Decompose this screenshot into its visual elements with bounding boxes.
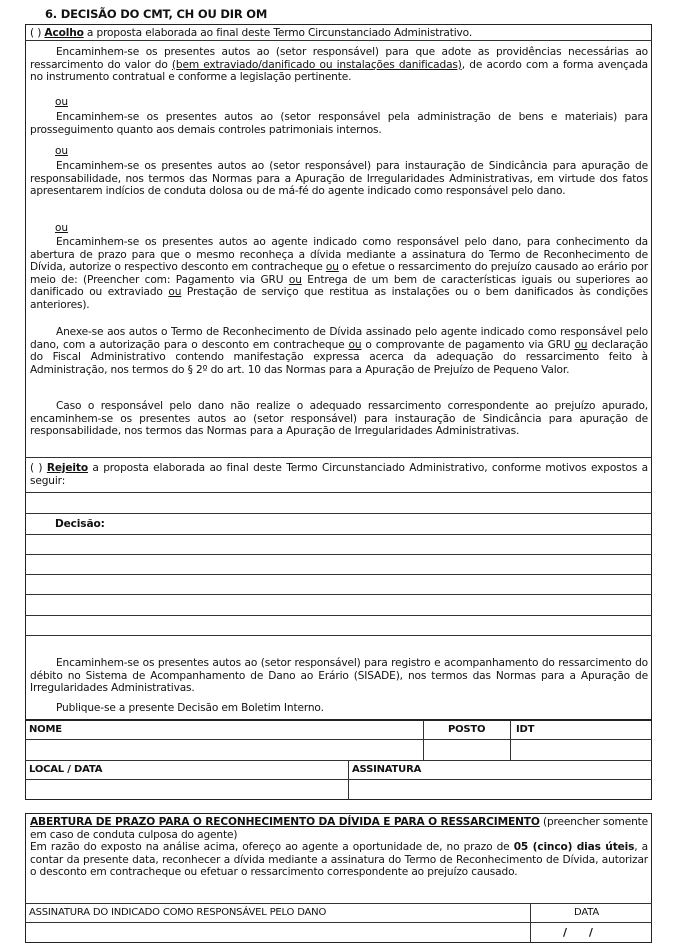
label-nome: NOME: [29, 724, 62, 735]
label-indicated-signature: ASSINATURA DO INDICADO COMO RESPONSÁVEL PELO DANO: [29, 907, 327, 918]
sig-row-divider-2: [25, 760, 652, 761]
or-1: ou: [55, 96, 68, 108]
paragraph-4: Encaminhem-se os presentes autos ao agente indicado como responsável pelo dano, para conhecimento da abertura de prazo para que o mesmo reconheça a dívida mediante a assinatura do Termo de Reconhecimento de Dívida, autorize o respectivo desconto em contracheque ou o efetue o ressarcimento do prejuízo causado ao erário por meio de: (Preencher com: Pagamento via GRU ou Entrega de um bem de características iguais ou superiores ao danificado ou extraviado ou Prestação de serviço que restitua as instalações ou o bem danificados às condições anteriores).: [30, 236, 649, 311]
deadline-title: ABERTURA DE PRAZO PARA O RECONHECIMENTO DA DÍVIDA E PARA O RESSARCIMENTO: [30, 816, 540, 828]
label-assinatura: ASSINATURA: [352, 764, 422, 775]
field-indicated-signature[interactable]: [26, 923, 529, 942]
or-2: ou: [55, 145, 68, 157]
final-paragraph-2: Publique-se a presente Decisão em Boletim Interno.: [56, 702, 324, 714]
decision-label: Decisão:: [55, 518, 105, 530]
line-decision-5[interactable]: [25, 615, 652, 616]
line-decision-6[interactable]: [25, 635, 652, 636]
line-decision-3[interactable]: [25, 574, 652, 575]
paragraph-1: Encaminhem-se os presentes autos ao (setor responsável) para que adote as providências necessárias ao ressarcimento do valor do (bem extraviado/danificado ou instalações danificadas), de acordo com a forma avençada no instrumento contratual e conforme a legislação pertinente.: [30, 46, 648, 84]
field-assinatura[interactable]: [349, 780, 651, 799]
deadline-text: Em razão do exposto na análise acima, ofereço ao agente a oportunidade de, no prazo de 05 (cinco) dias úteis, a contar da presente data, reconhecer a dívida mediante a assinatura do Termo de Reconhecimento de Dívida, autorizar o desconto em contracheque ou efetuar o ressarcimento correspondente ao prejuízo causado.: [30, 841, 649, 879]
line-reason-1[interactable]: [25, 492, 652, 493]
divider-reject: [25, 457, 652, 458]
line-decision-2[interactable]: [25, 554, 652, 555]
field-deadline-date[interactable]: / /: [563, 926, 595, 939]
reject-text: a proposta elaborada ao final deste Termo Circunstanciado Administrativo, conforme motivos expostos a seguir:: [30, 462, 649, 487]
accept-line: [30, 27, 648, 40]
paragraph-3: Encaminhem-se os presentes autos ao (setor responsável) para instauração de Sindicância para apuração de responsabilidade, nos termos das Normas para a Apuração de Irregularidades Administrativas, em virtude dos fatos apresentarem indícios de conduta dolosa ou de má-fé do agente indicado como responsável pelo dano.: [30, 160, 648, 198]
section-title: 6. DECISÃO DO CMT, CH OU DIR OM: [45, 7, 268, 21]
deadline-heading: [30, 816, 648, 841]
accept-keyword: Acolho: [44, 27, 84, 39]
paragraph-6: Caso o responsável pelo dano não realize o adequado ressarcimento correspondente ao prejuízo apurado, encaminhem-se os presentes autos ao (setor responsável) para instauração de Sindicância para apuração de responsabilidade, nos termos das Normas para a Apuração de Irregularidades Administrativas.: [30, 400, 648, 438]
accept-checkbox[interactable]: ( ): [30, 27, 42, 39]
reject-keyword: Rejeito: [46, 462, 88, 474]
label-posto: POSTO: [448, 724, 486, 735]
label-local-data: LOCAL / DATA: [29, 764, 103, 775]
field-local-data[interactable]: [26, 780, 347, 799]
deadline-note: (preencher somente em caso de conduta culposa do agente): [30, 816, 648, 841]
line-decision-1[interactable]: [25, 534, 652, 535]
or-3: ou: [55, 222, 68, 234]
reject-line: [30, 462, 648, 487]
reject-checkbox[interactable]: ( ): [30, 462, 43, 474]
line-decision-4[interactable]: [25, 594, 652, 595]
accept-text: a proposta elaborada ao final deste Termo Circunstanciado Administrativo.: [83, 27, 473, 39]
label-idt: IDT: [516, 724, 535, 735]
paragraph-5: Anexe-se aos autos o Termo de Reconhecimento de Dívida assinado pelo agente indicado como responsável pelo dano, com a autorização para o desconto em contracheque ou o comprovante de pagamento via GRU ou declaração do Fiscal Administrativo contendo manifestação expressa acerca da adequação do ressarcimento feito à Administração, nos termos do § 2º do art. 10 das Normas para a Apuração de Prejuízo de Pequeno Valor.: [30, 326, 648, 376]
divider-accept: [25, 40, 652, 41]
label-deadline-date: DATA: [574, 907, 599, 918]
field-nome[interactable]: [26, 740, 422, 759]
deadline-col-date: [530, 903, 531, 943]
field-posto[interactable]: [424, 740, 509, 759]
final-paragraph-1: Encaminhem-se os presentes autos ao (setor responsável) para registro e acompanhamento do ressarcimento do débito no Sistema de Acompanhamento de Dano ao Erário (SISADE), nos termos das Normas para a Apuração de Irregularidades Administrativas.: [30, 657, 648, 695]
deadline-divider-1: [25, 903, 652, 904]
paragraph-2: Encaminhem-se os presentes autos ao (setor responsável pela administração de bens e materiais) para prosseguimento quanto aos demais controles patrimoniais internos.: [30, 111, 648, 136]
field-idt[interactable]: [511, 740, 651, 759]
line-reason-2[interactable]: [25, 513, 652, 514]
